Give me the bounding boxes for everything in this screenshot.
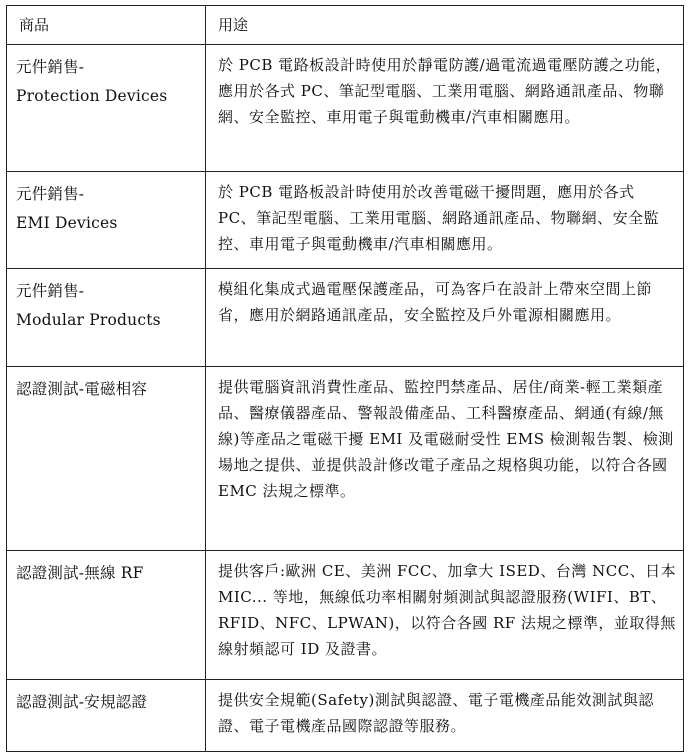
header-product: [7, 6, 206, 45]
product-cell: 認證測試-無線 RF: [7, 551, 206, 680]
table-row: [7, 269, 684, 367]
table-row: [7, 45, 684, 172]
usage-cell: 模組化集成式過電壓保護產品，可為客戶在設計上帶來空間上節省，應用於網路通訊產品，安全監控及戶外電源相關應用。: [206, 269, 684, 367]
table-header-row: [7, 6, 684, 45]
product-cell: 元件銷售- Protection Devices: [7, 45, 206, 172]
table-row: [7, 172, 684, 269]
usage-cell: 提供電腦資訊消費性產品、監控門禁產品、居住/商業-輕工業類產品、醫療儀器產品、警報設備產品、工科醫療產品、網通(有線/無線)等產品之電磁干擾 EMI 及電磁耐受性 EMS 檢測報告製、檢測場地之提供、並提供設計修改電子產品之規格與功能，以符合各國 EMC 法規之標準。: [206, 367, 684, 551]
header-usage: [206, 6, 684, 45]
header-usage-label: 用途: [218, 16, 249, 34]
product-cell: 認證測試-安規認證: [7, 680, 206, 752]
usage-cell: 於 PCB 電路板設計時使用於改善電磁干擾問題，應用於各式 PC、筆記型電腦、工業用電腦、網路通訊產品、物聯網、安全監控、車用電子與電動機車/汽車相關應用。: [206, 172, 684, 269]
products-table: [6, 5, 684, 752]
product-cell: 元件銷售- EMI Devices: [7, 172, 206, 269]
table-row: [7, 551, 684, 680]
header-product-label: 商品: [19, 16, 50, 34]
table-row: [7, 680, 684, 752]
product-cell: 元件銷售- Modular Products: [7, 269, 206, 367]
product-cell: 認證測試-電磁相容: [7, 367, 206, 551]
usage-cell: 提供安全規範(Safety)測試與認證、電子電機產品能效測試與認證、電子電機產品國際認證等服務。: [206, 680, 684, 752]
usage-cell: 提供客戶:歐洲 CE、美洲 FCC、加拿大 ISED、台灣 NCC、日本 MIC... 等地，無線低功率相關射頻測試與認證服務(WIFI、BT、RFID、NFC、LPWAN)，以符合各國 RF 法規之標準，並取得無線射頻認可 ID 及證書。: [206, 551, 684, 680]
usage-cell: 於 PCB 電路板設計時使用於靜電防護/過電流過電壓防護之功能，應用於各式 PC、筆記型電腦、工業用電腦、網路通訊產品、物聯網、安全監控、車用電子與電動機車/汽車相關應用。: [206, 45, 684, 172]
table-row: [7, 367, 684, 551]
